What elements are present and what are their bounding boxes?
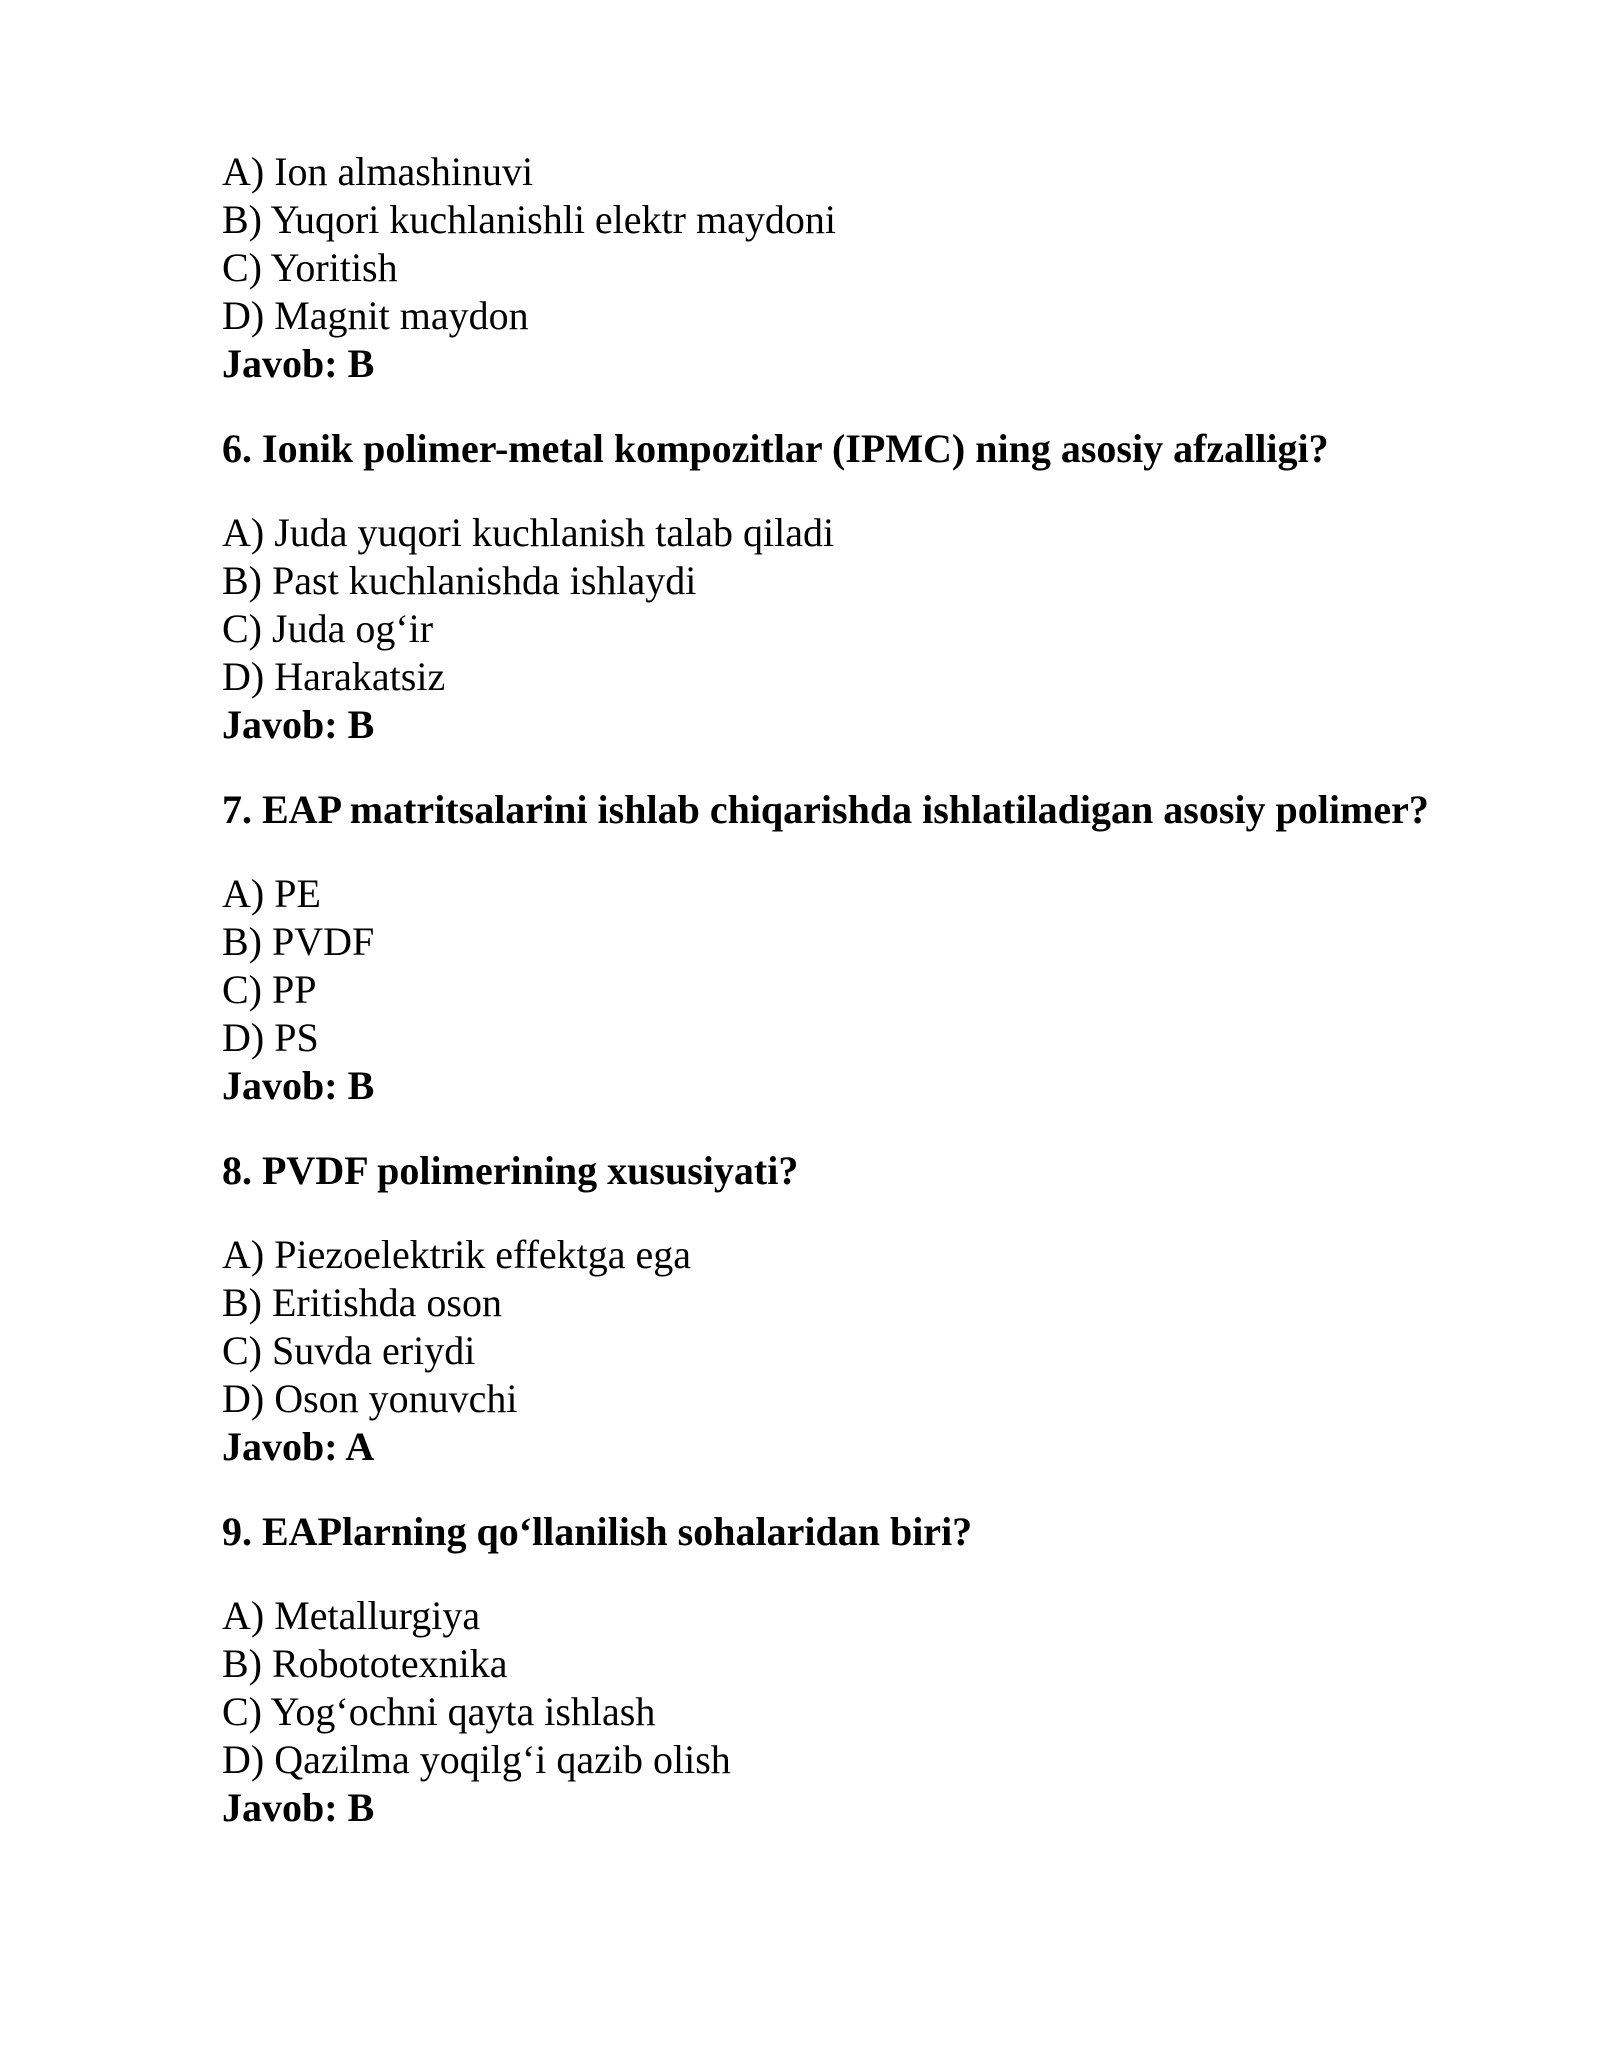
option-a: A) Ion almashinuvi [222, 149, 534, 194]
option-b: B) PVDF [222, 919, 375, 964]
option-a: A) Juda yuqori kuchlanish talab qiladi [222, 510, 835, 555]
answer-line: Javob: A [222, 1424, 375, 1469]
question-block-6 [222, 425, 1522, 749]
option-d: D) Oson yonuvchi [222, 1376, 518, 1421]
option-a: A) PE [222, 871, 321, 916]
question-title: 9. EAPlarning qo‘llanilish sohalaridan biri? [222, 1509, 973, 1554]
question-title: 8. PVDF polimerining xususiyati? [222, 1148, 799, 1193]
option-c: C) Suvda eriydi [222, 1328, 476, 1373]
question-block-9 [222, 1508, 1522, 1832]
document-page [222, 148, 1522, 1832]
option-c: C) Yoritish [222, 245, 398, 290]
answer-line: Javob: B [222, 702, 375, 747]
option-b: B) Robototexnika [222, 1641, 508, 1686]
question-title: 7. EAP matritsalarini ishlab chiqarishda ishlatiladigan asosiy polimer? [222, 787, 1429, 832]
option-d: D) Magnit maydon [222, 293, 529, 338]
question-block-8 [222, 1147, 1522, 1471]
option-b: B) Yuqori kuchlanishli elektr maydoni [222, 197, 836, 242]
question-block-5-continued [222, 148, 1522, 388]
option-d: D) Qazilma yoqilg‘i qazib olish [222, 1737, 731, 1782]
option-d: D) Harakatsiz [222, 654, 446, 699]
option-c: C) PP [222, 967, 317, 1012]
option-c: C) Yog‘ochni qayta ishlash [222, 1689, 656, 1734]
option-a: A) Metallurgiya [222, 1593, 481, 1638]
option-b: B) Past kuchlanishda ishlaydi [222, 558, 697, 603]
question-title: 6. Ionik polimer-metal kompozitlar (IPMC) ning asosiy afzalligi? [222, 426, 1329, 471]
option-d: D) PS [222, 1015, 319, 1060]
option-a: A) Piezoelektrik effektga ega [222, 1232, 692, 1277]
option-b: B) Eritishda oson [222, 1280, 502, 1325]
answer-line: Javob: B [222, 1785, 375, 1830]
answer-line: Javob: B [222, 1063, 375, 1108]
answer-line: Javob: B [222, 341, 375, 386]
question-block-7 [222, 786, 1522, 1110]
option-c: C) Juda og‘ir [222, 606, 434, 651]
